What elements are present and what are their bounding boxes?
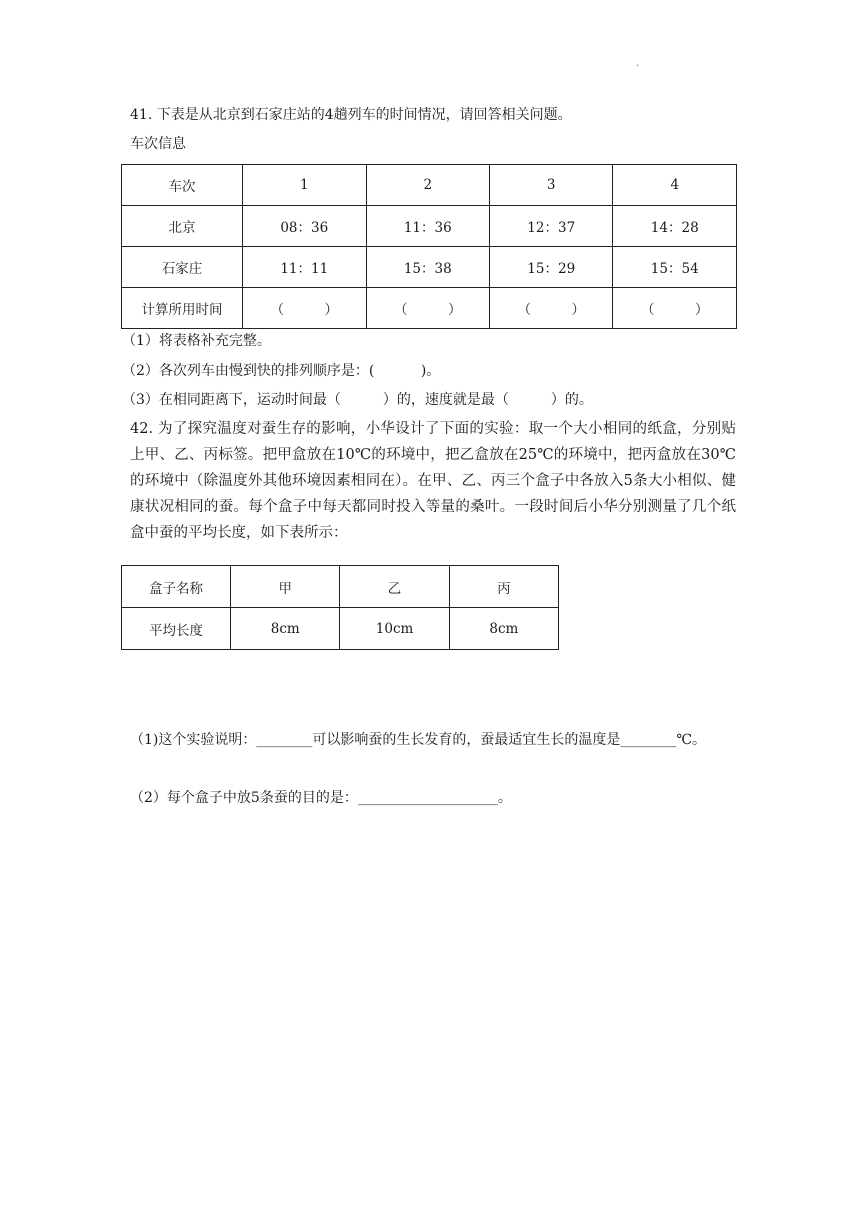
table-cell: 8cm (231, 608, 340, 650)
question-41-sub3: （3）在相同距离下，运动时间最（ ）的，速度就是最（ ）的。 (122, 392, 593, 408)
question-41-title: 41. 下表是从北京到石家庄站的4趟列车的时间情况，请回答相关问题。 (130, 107, 572, 123)
table-cell: 15：38 (366, 247, 489, 288)
table-row (122, 247, 737, 288)
table-header-cell: 丙 (449, 566, 558, 608)
table-cell: 计算所用时间 (122, 288, 243, 329)
table-header-cell: 3 (489, 165, 612, 206)
table-caption: 车次信息 (130, 136, 186, 152)
answer-blank-cell[interactable]: （ ） (489, 288, 612, 329)
table-cell: 15：54 (613, 247, 737, 288)
table-row (122, 165, 737, 206)
table-row (122, 566, 559, 608)
table-cell: 15：29 (489, 247, 612, 288)
table-cell: 10cm (340, 608, 449, 650)
train-schedule-table (121, 164, 737, 329)
table-cell: 北京 (122, 206, 243, 247)
table-header-cell: 乙 (340, 566, 449, 608)
answer-blank-cell[interactable]: （ ） (366, 288, 489, 329)
table-cell: 08：36 (243, 206, 366, 247)
silkworm-length-table (121, 565, 559, 650)
table-cell: 12：37 (489, 206, 612, 247)
question-41-sub1: （1）将表格补充完整。 (122, 333, 271, 349)
table-cell: 石家庄 (122, 247, 243, 288)
table-header-cell: 盒子名称 (122, 566, 231, 608)
table-header-cell: 甲 (231, 566, 340, 608)
table-cell: 11：11 (243, 247, 366, 288)
table-cell: 8cm (449, 608, 558, 650)
table-row (122, 206, 737, 247)
question-42-sub2: （2）每个盒子中放5条蚕的目的是：____________________。 (130, 790, 512, 806)
table-cell: 14：28 (613, 206, 737, 247)
question-41-sub2: （2）各次列车由慢到快的排列顺序是：( )。 (122, 363, 441, 379)
table-header-cell: 车次 (122, 165, 243, 206)
question-42-sub1: （1)这个实验说明：________可以影响蚕的生长发育的，蚕最适宜生长的温度是________℃。 (130, 732, 707, 748)
table-header-cell: 1 (243, 165, 366, 206)
question-42-paragraph: 42. 为了探究温度对蚕生存的影响，小华设计了下面的实验：取一个大小相同的纸盒，分别贴上甲、乙、丙标签。把甲盒放在10℃的环境中，把乙盒放在25℃的环境中，把丙盒放在30℃的环境中（除温度外其他环境因素相同在）。在甲、乙、丙三个盒子中各放入5条大小相似、健康状况相同的蚕。每个盒子中每天都同时投入等量的桑叶。一段时间后小华分别测量了几个纸盒中蚕的平均长度，如下表所示： (130, 421, 736, 541)
answer-blank-cell[interactable]: （ ） (613, 288, 737, 329)
table-row (122, 288, 737, 329)
table-row (122, 608, 559, 650)
answer-blank-cell[interactable]: （ ） (243, 288, 366, 329)
table-header-cell: 2 (366, 165, 489, 206)
table-header-cell: 4 (613, 165, 737, 206)
table-cell: 11：36 (366, 206, 489, 247)
table-cell: 平均长度 (122, 608, 231, 650)
header-mark: . (636, 58, 640, 69)
